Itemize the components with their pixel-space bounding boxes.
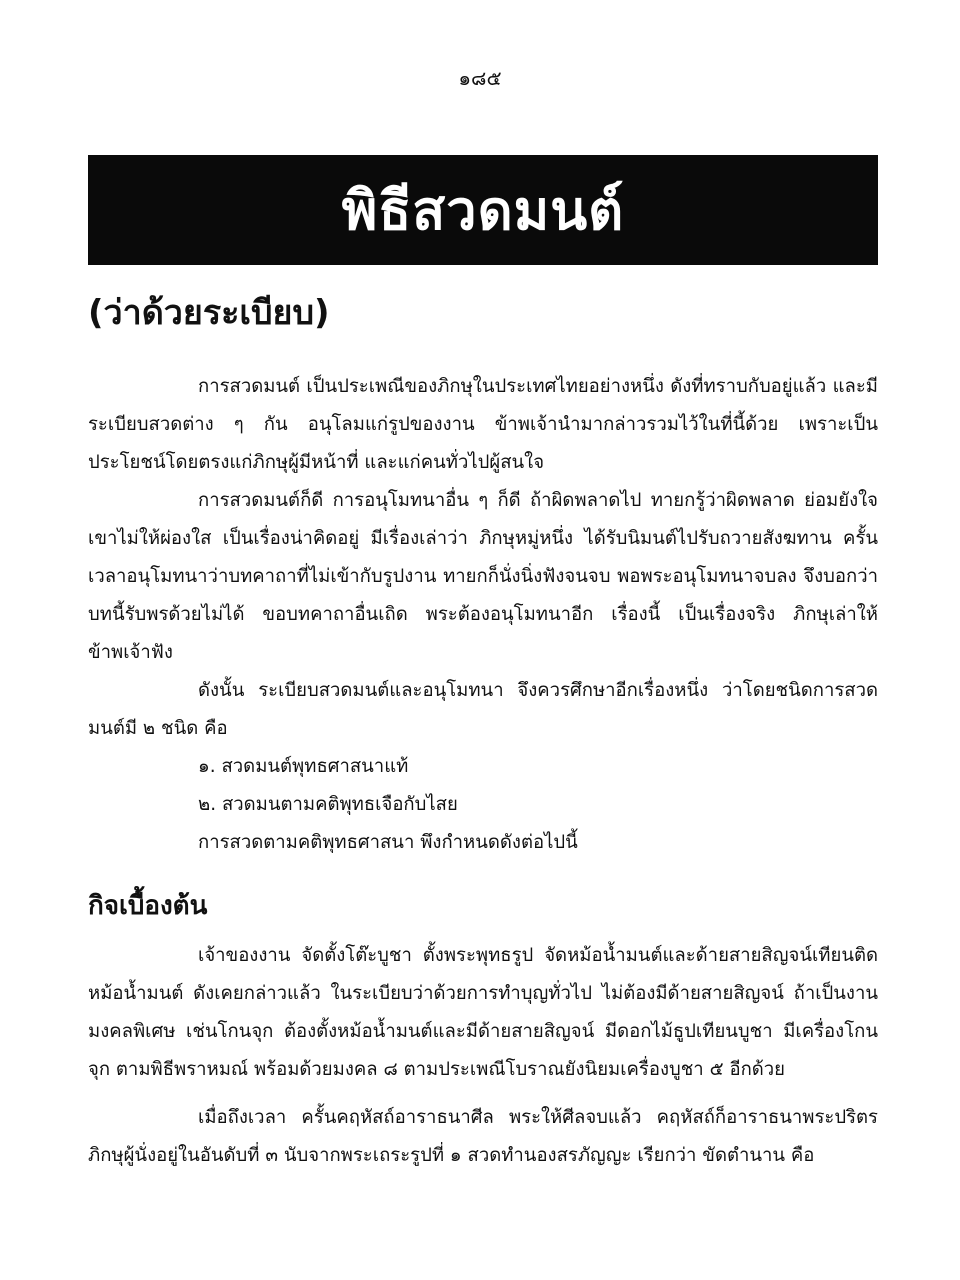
page-number: ๑๘๕ <box>458 66 502 90</box>
title-banner <box>88 155 878 265</box>
section-paragraph-2: เมื่อถึงเวลา ครั้นคฤหัสถ์อาราธนาศีล พระให้ศีลจบแล้ว คฤหัสถ์ก็อาราธนาพระปริตร ภิกษุผู้นั่งอยู่ในอันดับที่ ๓ นับจากพระเถระรูปที่ ๑ สวดทำนองสรภัญญะ เรียกว่า ขัดตำนาน คือ <box>88 1107 878 1166</box>
section-body <box>88 937 878 1175</box>
intro-paragraph-4: การสวดตามคติพุทธศาสนา พึงกำหนดดังต่อไปนี้ <box>198 832 578 853</box>
intro-paragraph-1: การสวดมนต์ เป็นประเพณีของภิกษุในประเทศไทยอย่างหนึ่ง ดังที่ทราบกับอยู่แล้ว และมีระเบียบสวดต่าง ๆ กัน อนุโลมแก่รูปของงาน ข้าพเจ้านำมากล่าวรวมไว้ในที่นี้ด้วย เพราะเป็นประโยชน์โดยตรงแก่ภิกษุผู้มีหน้าที่ และแก่คนทั่วไปผู้สนใจ <box>88 376 878 473</box>
section-paragraph-1: เจ้าของงาน จัดตั้งโต๊ะบูชา ตั้งพระพุทธรูป จัดหม้อน้ำมนต์และด้ายสายสิญจน์เทียนติดหม้อน้ำมนต์ ดังเคยกล่าวแล้ว ในระเบียบว่าด้วยการทำบุญทั่วไป ไม่ต้องมีด้ายสายสิญจน์ ถ้าเป็นงานมงคลพิเศษ เช่นโกนจุก ต้องตั้งหม้อน้ำมนต์และมีด้ายสายสิญจน์ มีดอกไม้ธูปเทียนบูชา มีเครื่องโกนจุก ตามพิธีพราหมณ์ พร้อมด้วยมงคล ๘ ตามประเพณีโบราณยังนิยมเครื่องบูชา ๕ อีกด้วย <box>88 945 878 1080</box>
intro-paragraph-3: ดังนั้น ระเบียบสวดมนต์และอนุโมทนา จึงควรศึกษาอีกเรื่องหนึ่ง ว่าโดยชนิดการสวดมนต์มี ๒ ชนิด คือ <box>88 680 878 739</box>
page-title: พิธีสวดมนต์ <box>341 179 625 242</box>
list-item: ๒. สวดมนตามคติพุทธเจือกับไสย <box>198 794 458 815</box>
list-item: ๑. สวดมนต์พุทธศาสนาแท้ <box>198 756 409 777</box>
subtitle: (ว่าด้วยระเบียบ) <box>88 293 330 333</box>
intro-body <box>88 368 878 862</box>
intro-paragraph-2: การสวดมนต์ก็ดี การอนุโมทนาอื่น ๆ ก็ดี ถ้าผิดพลาดไป ทายกรู้ว่าผิดพลาด ย่อมยังใจเขาไม่ให้ผ่องใส เป็นเรื่องน่าคิดอยู่ มีเรื่องเล่าว่า ภิกษุหมู่หนึ่ง ได้รับนิมนต์ไปรับถวายสังฆทาน ครั้นเวลาอนุโมทนาว่าบทคาถาที่ไม่เข้ากับรูปงาน ทายกก็นั่งนิ่งฟังจนจบ พอพระอนุโมทนาจบลง จึงบอกว่า บทนี้รับพรด้วยไม่ได้ ขอบทคาถาอื่นเถิด พระต้องอนุโมทนาอีก เรื่องนี้ เป็นเรื่องจริง ภิกษุเล่าให้ข้าพเจ้าฟัง <box>88 490 878 663</box>
section-heading: กิจเบื้องต้น <box>88 891 208 921</box>
